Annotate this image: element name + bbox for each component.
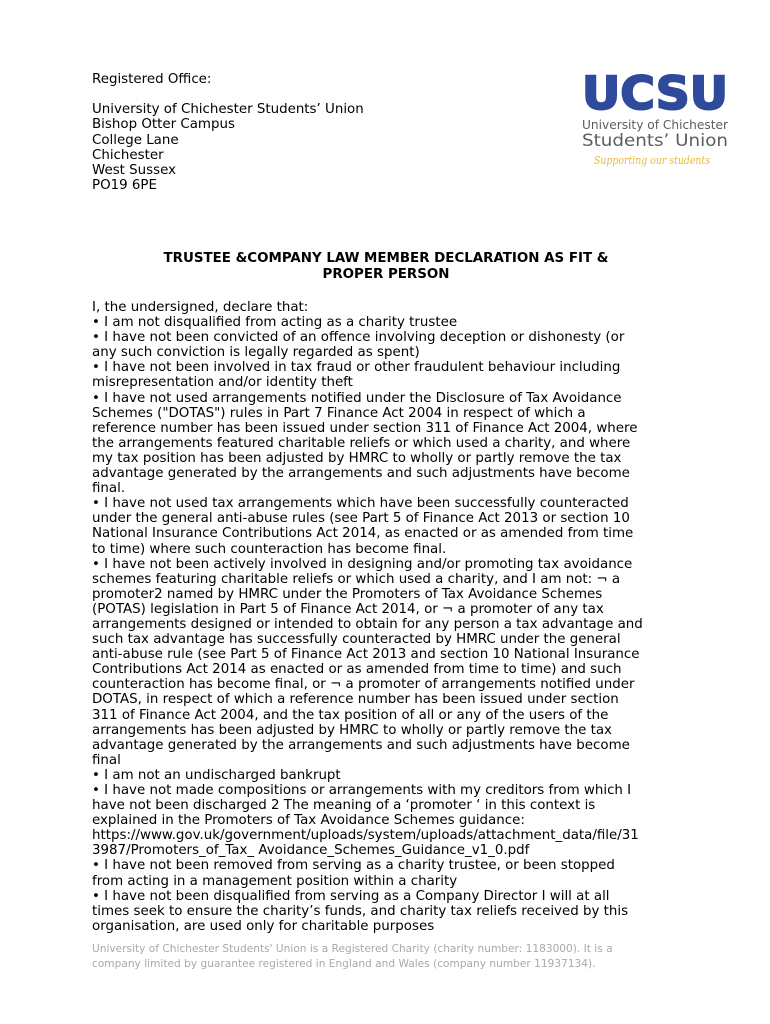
- declaration-line: • I am not an undischarged bankrupt: [92, 767, 341, 783]
- declaration-line: final.: [92, 481, 126, 497]
- declaration-line: arrangements designed or intended to obtain for any person a tax advantage and: [92, 616, 643, 632]
- declaration-line: • I have not been removed from serving as a charity trustee, or been stopped: [92, 858, 615, 874]
- declaration-line: 311 of Finance Act 2004, and the tax position of all or any of the users of the: [92, 707, 609, 723]
- logo-tagline: Supporting our students: [594, 153, 711, 167]
- title-line: TRUSTEE &COMPANY LAW MEMBER DECLARATION AS FIT &: [163, 251, 609, 266]
- declaration-line: advantage generated by the arrangements and such adjustments have become: [92, 737, 630, 753]
- title-line: PROPER PERSON: [322, 267, 450, 282]
- declaration-line: I, the undersigned, declare that:: [92, 300, 309, 315]
- declaration-line: under the general anti-abuse rules (see Part 5 of Finance Act 2013 or section 10: [92, 511, 630, 527]
- declaration-line: organisation, are used only for charitable purposes: [92, 918, 435, 934]
- declaration-line: the arrangements featured charitable reliefs or which used a charity, and where: [92, 435, 631, 451]
- declaration-line: anti-abuse rule (see Part 5 of Finance Act 2013 and section 10 National Insurance: [92, 647, 640, 663]
- footer-line: University of Chichester Students' Union is a Registered Charity (charity number: 1183000). It is a: [92, 943, 613, 955]
- declaration-line: final: [92, 752, 121, 768]
- address-heading: Registered Office:: [92, 72, 212, 87]
- declaration-line: counteraction has become final, or ¬ a promoter of arrangements notified under: [92, 677, 635, 693]
- address-line: West Sussex: [92, 163, 177, 179]
- declaration-line: • I am not disqualified from acting as a charity trustee: [92, 315, 458, 331]
- declaration-line: (POTAS) legislation in Part 5 of Finance Act 2014, or ¬ a promoter of any tax: [92, 601, 604, 617]
- declaration-line: any such conviction is legally regarded as spent): [92, 345, 420, 361]
- declaration-line: • I have not been convicted of an offence involving deception or dishonesty (or: [92, 330, 625, 346]
- address-line: PO19 6PE: [92, 178, 157, 194]
- declaration-line: • I have not been involved in tax fraud or other fraudulent behaviour including: [92, 360, 621, 376]
- declaration-line: misrepresentation and/or identity theft: [92, 375, 353, 391]
- address-line: Chichester: [92, 147, 164, 163]
- declaration-line: reference number has been issued under section 311 of Finance Act 2004, where: [92, 420, 638, 436]
- declaration-line: • I have not used arrangements notified under the Disclosure of Tax Avoidance: [92, 390, 622, 406]
- declaration-line: advantage generated by the arrangements and such adjustments have become: [92, 466, 630, 482]
- declaration-line: • I have not used tax arrangements which have been successfully counteracted: [92, 496, 629, 512]
- declaration-line: have not been discharged 2 The meaning of a ‘promoter ‘ in this context is: [92, 798, 596, 814]
- declaration-title: [92, 251, 680, 283]
- ucsu-logo: [580, 63, 732, 175]
- declaration-line: DOTAS, in respect of which a reference number has been issued under section: [92, 692, 619, 708]
- declaration-line: promoter2 named by HMRC under the Promoters of Tax Avoidance Schemes: [92, 586, 603, 602]
- declaration-line: Contributions Act 2014 as enacted or as amended from time to time) and such: [92, 662, 622, 678]
- logo-line-1: University of Chichester: [582, 117, 729, 132]
- declaration-body: [92, 300, 692, 934]
- declaration-line: Schemes ("DOTAS") rules in Part 7 Finance Act 2004 in respect of which a: [92, 405, 586, 421]
- declaration-line: from acting in a management position within a charity: [92, 873, 458, 889]
- logo-mark: UCSU: [582, 67, 728, 120]
- registered-office-address: [92, 72, 364, 193]
- address-line: Bishop Otter Campus: [92, 117, 235, 133]
- declaration-line: • I have not been actively involved in designing and/or promoting tax avoidance: [92, 556, 633, 572]
- declaration-line: such tax advantage has successfully counteracted by HMRC under the general: [92, 632, 621, 648]
- declaration-line: • I have not made compositions or arrangements with my creditors from which I: [92, 783, 632, 798]
- declaration-line: explained in the Promoters of Tax Avoidance Schemes guidance:: [92, 813, 525, 829]
- declaration-line: schemes featuring charitable reliefs or which used a charity, and I am not: ¬ a: [92, 571, 621, 587]
- ucsu-logo-graphic: [580, 63, 732, 175]
- declaration-line: https://www.gov.uk/government/uploads/system/uploads/attachment_data/file/31: [92, 828, 639, 844]
- declaration-line: times seek to ensure the charity’s funds, and charity tax reliefs received by this: [92, 903, 629, 919]
- declaration-line: National Insurance Contributions Act 2014, as enacted or as amended from time: [92, 526, 634, 542]
- declaration-line: • I have not been disqualified from serving as a Company Director I will at all: [92, 888, 610, 904]
- footer-charity-notice: [92, 942, 692, 972]
- declaration-line: my tax position has been adjusted by HMRC to wholly or partly remove the tax: [92, 450, 622, 466]
- address-spacer: [92, 87, 364, 102]
- declaration-line: to time) where such counteraction has become final.: [92, 541, 447, 557]
- footer-line: company limited by guarantee registered in England and Wales (company number 11937134).: [92, 958, 596, 971]
- logo-line-2: Students’ Union: [582, 131, 728, 151]
- declaration-line: arrangements has been adjusted by HMRC to wholly or partly remove the tax: [92, 722, 612, 738]
- declaration-line: 3987/Promoters_of_Tax_ Avoidance_Schemes_Guidance_v1_0.pdf: [92, 843, 530, 859]
- address-line: University of Chichester Students’ Union: [92, 102, 364, 118]
- address-line: College Lane: [92, 132, 179, 148]
